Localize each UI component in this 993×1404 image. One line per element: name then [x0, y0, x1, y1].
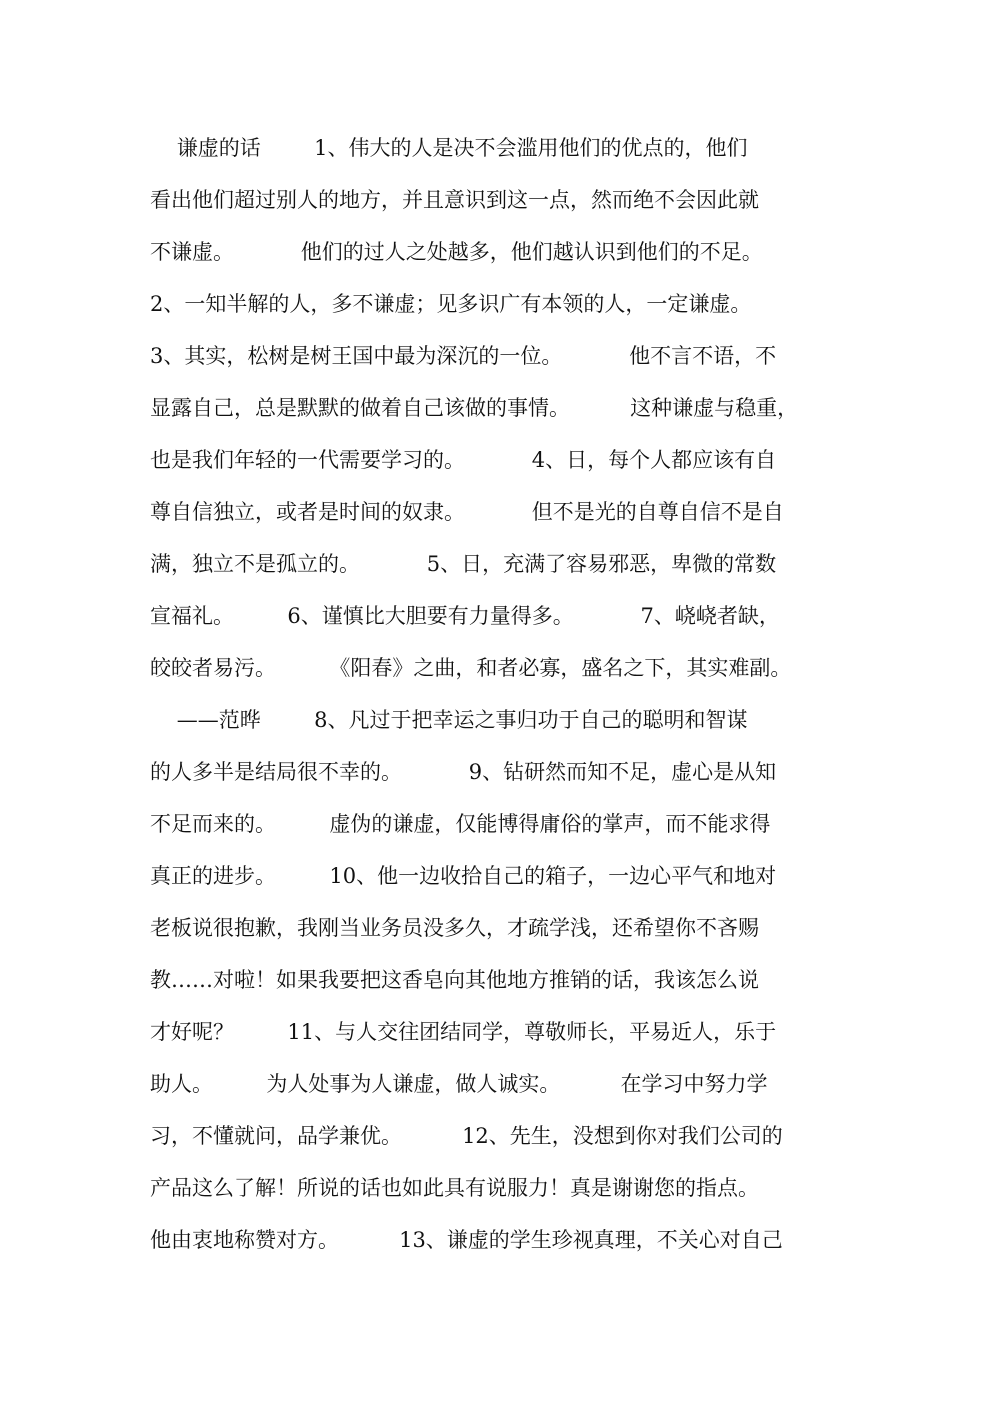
text-line-14: 不足而来的。 虚伪的谦虚，仅能博得庸俗的掌声，而不能求得 — [150, 812, 771, 836]
text-line-21: 产品这么了解！所说的话也如此具有说服力！真是谢谢您的指点。 — [150, 1176, 759, 1200]
text-line-22: 他由衷地称赞对方。 13、谦虚的学生珍视真理，不关心对自己 — [150, 1228, 783, 1252]
text-line-7: 也是我们年轻的一代需要学习的。 4、日，每个人都应该有自 — [150, 448, 777, 472]
text-line-13: 的人多半是结局很不幸的。 9、钻研然而知不足，虚心是从知 — [150, 760, 777, 784]
text-line-10: 宣福礼。 6、谨慎比大胆要有力量得多。 7、峣峣者缺， — [150, 604, 780, 628]
text-line-19: 助人。 为人处事为人谦虚，做人诚实。 在学习中努力学 — [150, 1072, 768, 1096]
text-line-11: 皎皎者易污。 《阳春》之曲，和者必寡，盛名之下，其实难副。 — [150, 656, 792, 680]
text-line-4: 2、一知半解的人，多不谦虚；见多识广有本领的人，一定谦虚。 — [150, 292, 752, 316]
text-line-6: 显露自己，总是默默的做着自己该做的事情。 这种谦虚与稳重， — [150, 396, 799, 420]
text-line-15: 真正的进步。 10、他一边收拾自己的箱子，一边心平气和地对 — [150, 864, 777, 888]
text-line-5: 3、其实，松树是树王国中最为深沉的一位。 他不言不语，不 — [150, 344, 777, 368]
text-line-20: 习，不懂就问，品学兼优。 12、先生，没想到你对我们公司的 — [150, 1124, 783, 1148]
text-line-16: 老板说很抱歉，我刚当业务员没多久，才疏学浅，还希望你不吝赐 — [150, 916, 759, 940]
text-line-12: ——范晔 8、凡过于把幸运之事归功于自己的聪明和智谋 — [150, 708, 748, 732]
text-line-1: 谦虚的话 1、伟大的人是决不会滥用他们的优点的，他们 — [150, 136, 748, 160]
text-line-18: 才好呢？ 11、与人交往团结同学，尊敬师长，平易近人，乐于 — [150, 1020, 777, 1044]
text-line-9: 满，独立不是孤立的。 5、日，充满了容易邪恶，卑微的常数 — [150, 552, 777, 576]
text-line-8: 尊自信独立，或者是时间的奴隶。 但不是光的自尊自信不是自 — [150, 500, 784, 524]
text-line-2: 看出他们超过别人的地方，并且意识到这一点，然而绝不会因此就 — [150, 188, 759, 212]
text-line-3: 不谦虚。 他们的过人之处越多，他们越认识到他们的不足。 — [150, 240, 763, 264]
text-line-17: 教……对啦！如果我要把这香皂向其他地方推销的话，我该怎么说 — [150, 968, 759, 992]
